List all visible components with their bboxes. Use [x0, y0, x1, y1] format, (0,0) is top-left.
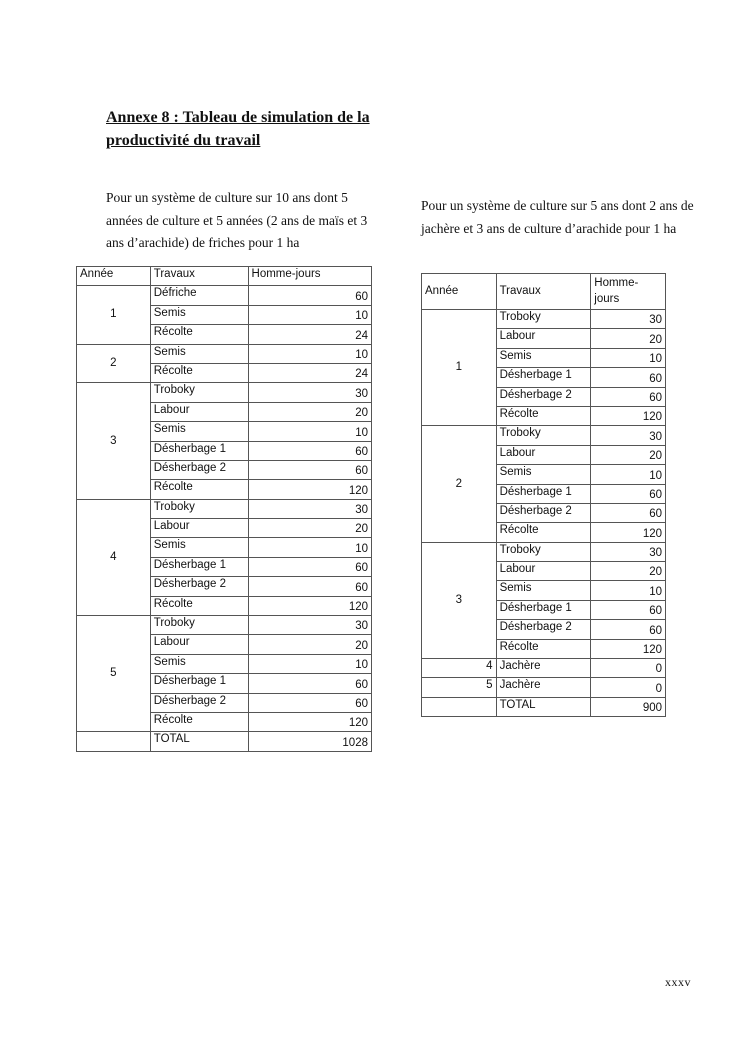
left-intro-text: Pour un système de culture sur 10 ans dont 5 années de culture et 5 années (2 ans de maïs et 3 ans d’arachide) de friches pour 1 ha	[106, 190, 368, 250]
column-header: Travaux	[150, 267, 248, 286]
year-cell: 1	[77, 286, 151, 344]
column-header: Homme-jours	[591, 274, 666, 310]
man-days-cell: 24	[248, 363, 371, 382]
man-days-cell: 30	[248, 383, 371, 402]
task-cell: Désherbage 1	[150, 557, 248, 576]
man-days-cell: 60	[248, 286, 371, 305]
task-cell: Récolte	[150, 596, 248, 615]
year-cell: 2	[77, 344, 151, 383]
task-cell: Troboky	[150, 383, 248, 402]
task-cell: Désherbage 1	[496, 484, 591, 503]
man-days-cell: 10	[591, 348, 666, 367]
empty-cell	[422, 697, 497, 716]
man-days-cell: 60	[248, 674, 371, 693]
man-days-cell: 10	[591, 465, 666, 484]
column-header: Année	[422, 274, 497, 310]
task-cell: Labour	[496, 445, 591, 464]
task-cell: Désherbage 2	[150, 460, 248, 479]
task-cell: Désherbage 1	[150, 441, 248, 460]
task-cell: Récolte	[150, 712, 248, 731]
task-cell: Troboky	[496, 310, 591, 329]
man-days-cell: 120	[591, 406, 666, 425]
task-cell: Labour	[150, 635, 248, 654]
task-cell: Semis	[150, 344, 248, 363]
task-cell: Troboky	[496, 542, 591, 561]
man-days-cell: 60	[591, 368, 666, 387]
task-cell: Désherbage 1	[496, 368, 591, 387]
man-days-cell: 10	[248, 422, 371, 441]
task-cell: Désherbage 2	[496, 620, 591, 639]
task-cell: Semis	[496, 348, 591, 367]
task-cell: Semis	[150, 538, 248, 557]
task-cell: Récolte	[496, 406, 591, 425]
year-cell: 4	[77, 499, 151, 615]
man-days-cell: 60	[248, 557, 371, 576]
year-cell: 4	[422, 659, 497, 678]
total-row	[422, 697, 666, 716]
task-cell: Labour	[150, 519, 248, 538]
table-row	[77, 616, 372, 635]
table-row	[422, 678, 666, 697]
right-intro-text: Pour un système de culture sur 5 ans dont 2 ans de jachère et 3 ans de culture d’arachide pour 1 ha	[421, 198, 694, 236]
task-cell: Désherbage 2	[150, 693, 248, 712]
man-days-cell: 120	[248, 480, 371, 499]
man-days-cell: 60	[591, 484, 666, 503]
task-cell: Semis	[496, 465, 591, 484]
man-days-cell: 120	[591, 639, 666, 658]
man-days-cell: 20	[591, 329, 666, 348]
total-value: 1028	[248, 732, 371, 751]
task-cell: Troboky	[150, 499, 248, 518]
year-cell: 2	[422, 426, 497, 542]
man-days-cell: 60	[591, 387, 666, 406]
column-header: Travaux	[496, 274, 591, 310]
man-days-cell: 30	[591, 310, 666, 329]
man-days-cell: 24	[248, 325, 371, 344]
empty-cell	[77, 732, 151, 751]
task-cell: Semis	[496, 581, 591, 600]
page-number: xxxv	[665, 975, 691, 989]
man-days-cell: 120	[591, 523, 666, 542]
table-row	[422, 542, 666, 561]
task-cell: Récolte	[150, 363, 248, 382]
man-days-cell: 20	[248, 402, 371, 421]
man-days-cell: 60	[248, 693, 371, 712]
year-cell: 3	[422, 542, 497, 658]
man-days-cell: 60	[591, 600, 666, 619]
right-simulation-table	[421, 273, 666, 717]
task-cell: Récolte	[496, 639, 591, 658]
man-days-cell: 60	[591, 620, 666, 639]
page-title: Annexe 8 : Tableau de simulation de la productivité du travail	[106, 109, 370, 149]
man-days-cell: 20	[591, 445, 666, 464]
task-cell: Semis	[150, 305, 248, 324]
man-days-cell: 30	[248, 616, 371, 635]
task-cell: Troboky	[496, 426, 591, 445]
man-days-cell: 120	[248, 596, 371, 615]
table-row	[77, 286, 372, 305]
total-label: TOTAL	[150, 732, 248, 751]
header-row	[422, 274, 666, 310]
task-cell: Désherbage 1	[150, 674, 248, 693]
man-days-cell: 20	[248, 519, 371, 538]
year-cell: 5	[77, 616, 151, 732]
task-cell: Labour	[496, 562, 591, 581]
task-cell: Labour	[150, 402, 248, 421]
task-cell: Récolte	[150, 480, 248, 499]
man-days-cell: 60	[248, 577, 371, 596]
man-days-cell: 10	[248, 305, 371, 324]
task-cell: Semis	[150, 654, 248, 673]
table-row	[77, 344, 372, 363]
task-cell: Labour	[496, 329, 591, 348]
task-cell: Semis	[150, 422, 248, 441]
year-cell: 3	[77, 383, 151, 499]
man-days-cell: 60	[591, 503, 666, 522]
man-days-cell: 10	[248, 538, 371, 557]
man-days-cell: 20	[248, 635, 371, 654]
task-cell: Désherbage 2	[496, 503, 591, 522]
column-header: Année	[77, 267, 151, 286]
year-cell: 5	[422, 678, 497, 697]
task-cell: Récolte	[150, 325, 248, 344]
header-row	[77, 267, 372, 286]
total-row	[77, 732, 372, 751]
task-cell: Troboky	[150, 616, 248, 635]
year-cell: 1	[422, 310, 497, 426]
table-row	[77, 499, 372, 518]
man-days-cell: 60	[248, 441, 371, 460]
task-cell: Désherbage 2	[496, 387, 591, 406]
task-cell: Récolte	[496, 523, 591, 542]
man-days-cell: 30	[591, 426, 666, 445]
task-cell: Défriche	[150, 286, 248, 305]
task-cell: Jachère	[496, 678, 591, 697]
man-days-cell: 30	[591, 542, 666, 561]
man-days-cell: 20	[591, 562, 666, 581]
table-row	[422, 426, 666, 445]
man-days-cell: 0	[591, 659, 666, 678]
man-days-cell: 10	[248, 654, 371, 673]
task-cell: Désherbage 2	[150, 577, 248, 596]
table-row	[77, 383, 372, 402]
left-simulation-table	[76, 266, 372, 752]
table-row	[422, 310, 666, 329]
task-cell: Désherbage 1	[496, 600, 591, 619]
man-days-cell: 10	[248, 344, 371, 363]
task-cell: Jachère	[496, 659, 591, 678]
man-days-cell: 30	[248, 499, 371, 518]
total-label: TOTAL	[496, 697, 591, 716]
man-days-cell: 60	[248, 460, 371, 479]
table-row	[422, 659, 666, 678]
man-days-cell: 120	[248, 712, 371, 731]
man-days-cell: 0	[591, 678, 666, 697]
column-header: Homme-jours	[248, 267, 371, 286]
man-days-cell: 10	[591, 581, 666, 600]
total-value: 900	[591, 697, 666, 716]
